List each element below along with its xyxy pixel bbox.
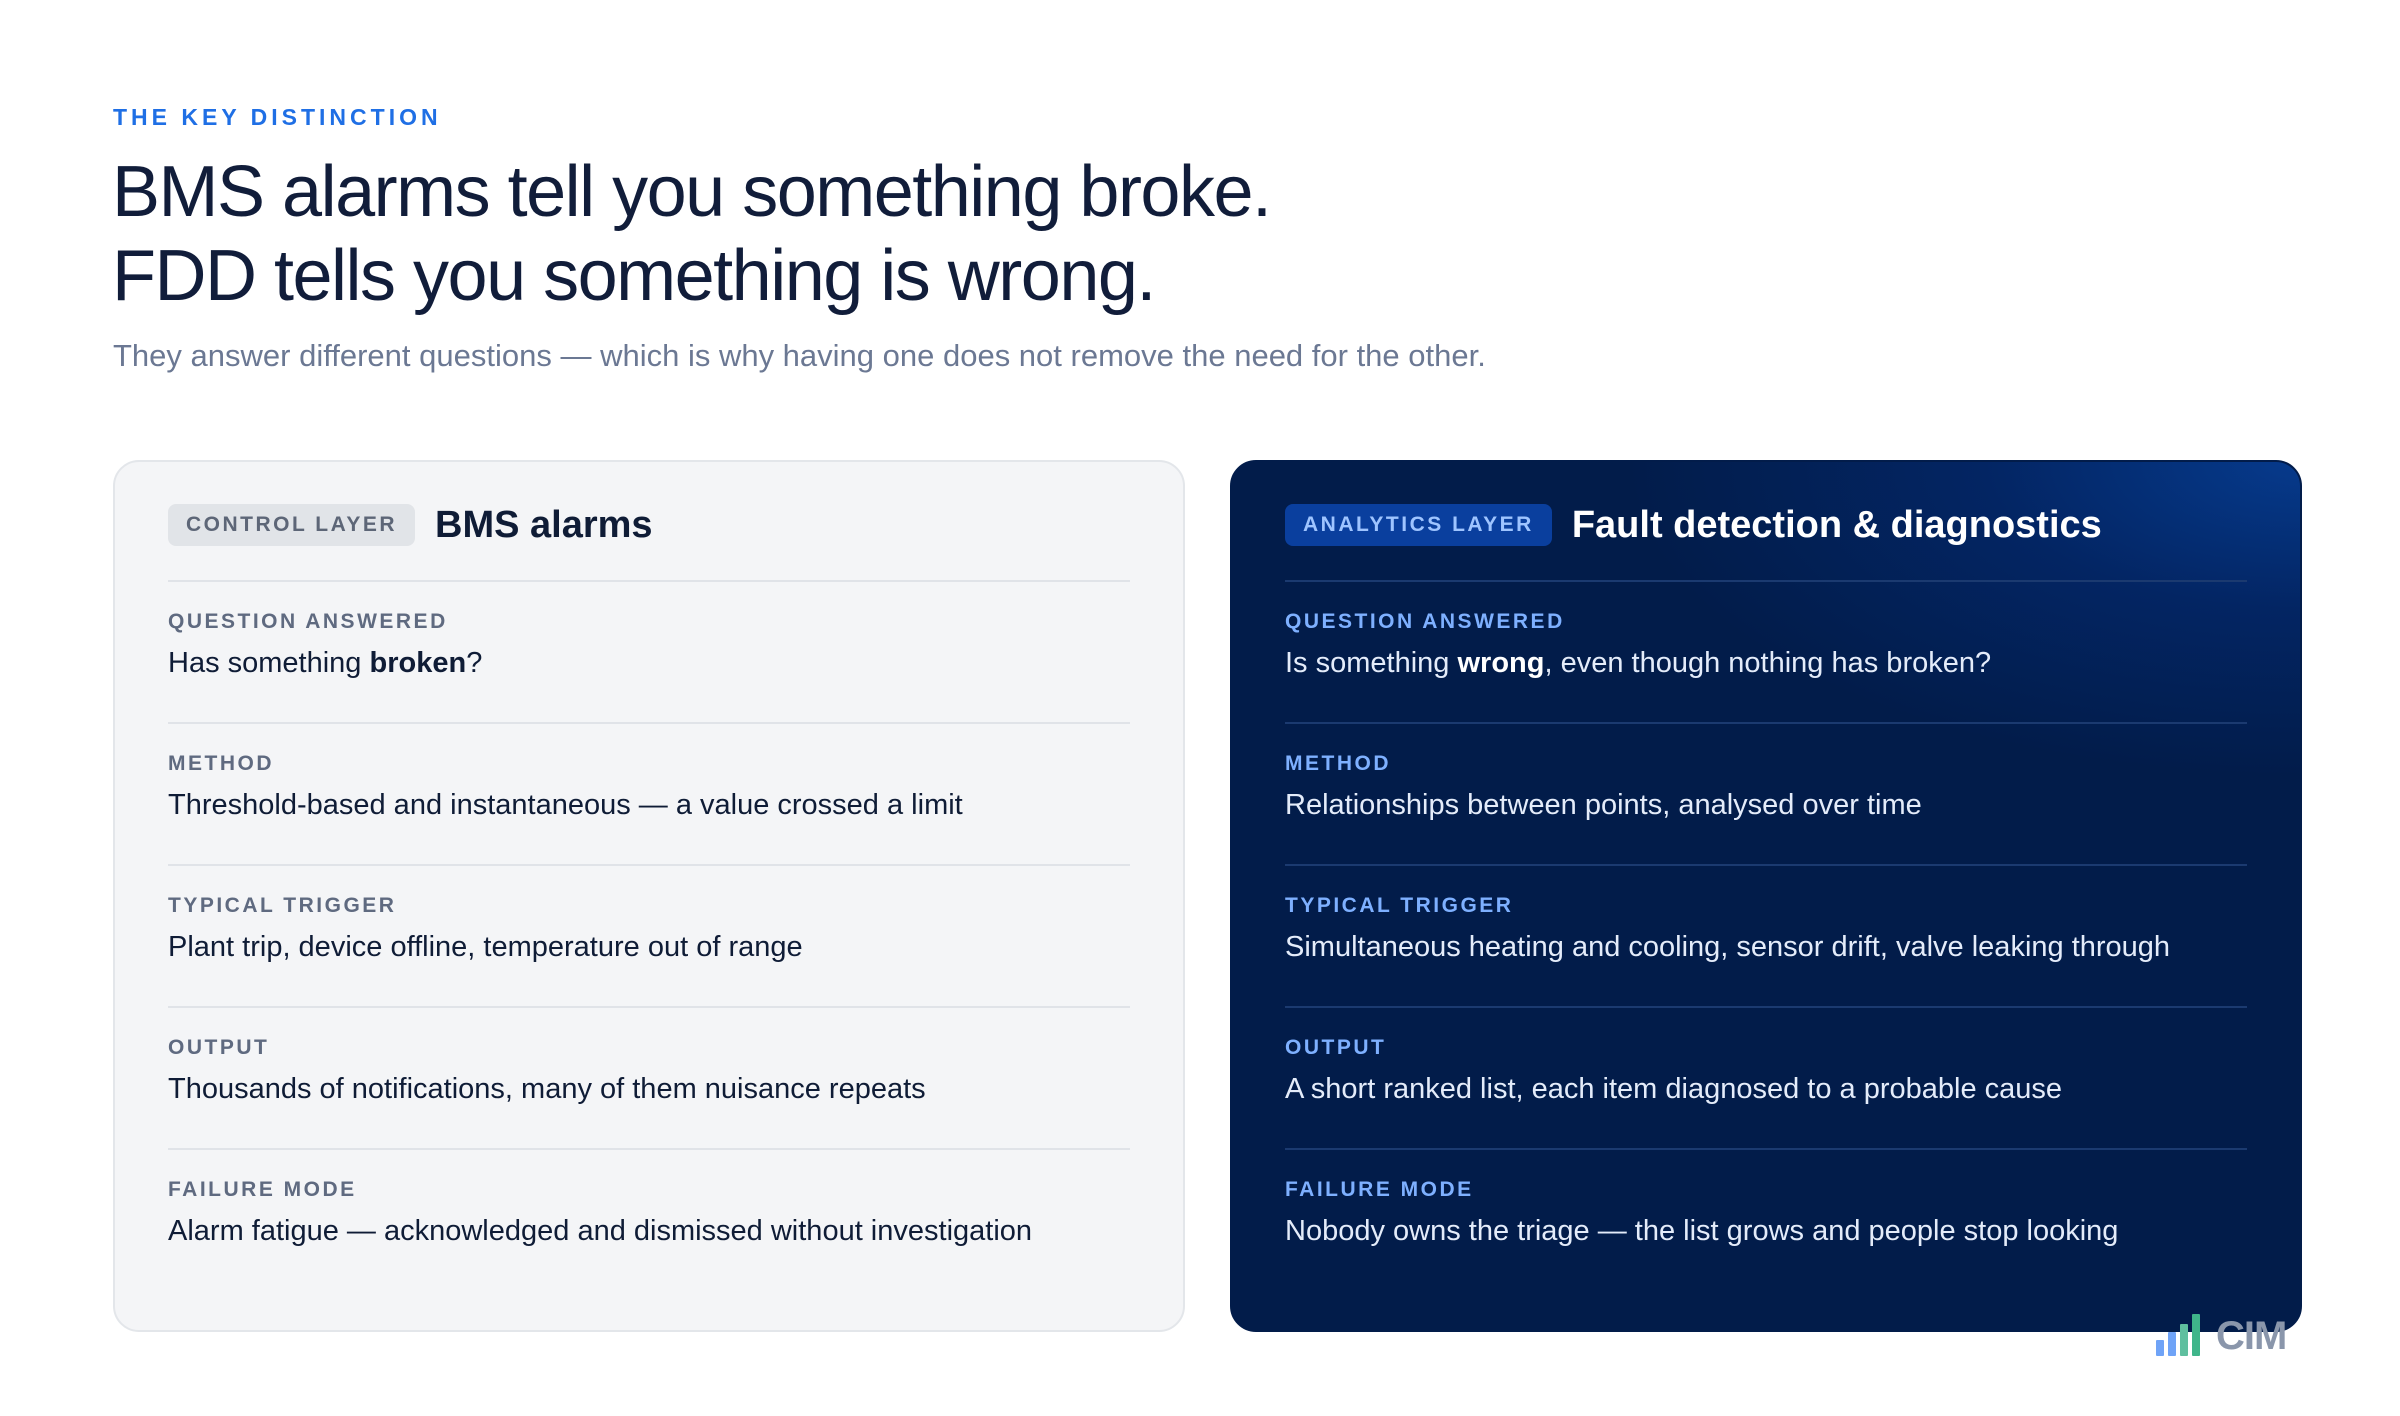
row-failure-mode	[168, 1148, 1130, 1290]
row-output	[168, 1006, 1130, 1148]
row-label: OUTPUT	[168, 1036, 270, 1059]
value-text: ?	[466, 647, 483, 679]
row-label: OUTPUT	[1285, 1036, 1387, 1059]
logo-bar	[2168, 1332, 2176, 1356]
row-output	[1285, 1006, 2247, 1148]
card-header	[1285, 504, 2247, 546]
logo-bar	[2192, 1314, 2200, 1356]
row-typical-trigger	[1285, 864, 2247, 1006]
bar-chart-logo-icon	[2156, 1314, 2204, 1356]
value-emphasis: wrong	[1457, 647, 1545, 679]
row-typical-trigger	[168, 864, 1130, 1006]
row-value: Nobody owns the triage — the list grows and people stop looking	[1285, 1215, 2119, 1247]
row-label: METHOD	[168, 752, 274, 775]
row-value: Relationships between points, analysed over time	[1285, 789, 1922, 821]
row-label: QUESTION ANSWERED	[168, 610, 448, 633]
subtitle: They answer different questions — which is why having one does not remove the need for the other.	[113, 338, 1486, 373]
cim-logo	[2156, 1312, 2286, 1356]
row-value: Plant trip, device offline, temperature out of range	[168, 931, 803, 963]
value-text: Has something	[168, 647, 370, 679]
row-value: Alarm fatigue — acknowledged and dismissed without investigation	[168, 1215, 1033, 1247]
headline-line-2: FDD tells you something is wrong.	[112, 236, 1155, 316]
row-label: TYPICAL TRIGGER	[1285, 894, 1514, 917]
bms-alarms-card	[113, 460, 1185, 1332]
row-method	[1285, 722, 2247, 864]
logo-bar	[2180, 1324, 2188, 1356]
card-header	[168, 504, 1130, 546]
row-failure-mode	[1285, 1148, 2247, 1290]
headline-line-1: BMS alarms tell you something broke.	[112, 152, 1271, 232]
row-value: Thousands of notifications, many of them nuisance repeats	[168, 1073, 926, 1105]
row-label: QUESTION ANSWERED	[1285, 610, 1565, 633]
logo-text: CIM	[2216, 1314, 2287, 1358]
row-label: METHOD	[1285, 752, 1391, 775]
row-value: Simultaneous heating and cooling, sensor drift, valve leaking through	[1285, 931, 2171, 963]
row-method	[168, 722, 1130, 864]
logo-bar	[2156, 1340, 2164, 1356]
row-label: TYPICAL TRIGGER	[168, 894, 397, 917]
headline	[112, 150, 1271, 318]
value-emphasis: broken	[369, 647, 467, 679]
card-title: BMS alarms	[435, 503, 653, 546]
row-value	[1285, 647, 2247, 680]
row-question-answered	[1285, 580, 2247, 722]
row-value	[168, 647, 1130, 680]
row-value: A short ranked list, each item diagnosed to a probable cause	[1285, 1073, 2063, 1105]
row-question-answered	[168, 580, 1130, 722]
fdd-card	[1230, 460, 2302, 1332]
layer-pill: CONTROL LAYER	[168, 504, 415, 546]
value-text: , even though nothing has broken?	[1544, 647, 1992, 679]
row-label: FAILURE MODE	[168, 1178, 357, 1201]
row-label: FAILURE MODE	[1285, 1178, 1474, 1201]
card-title: Fault detection & diagnostics	[1571, 503, 2102, 546]
value-text: Is something	[1285, 647, 1458, 679]
layer-pill: ANALYTICS LAYER	[1285, 504, 1552, 546]
row-value: Threshold-based and instantaneous — a value crossed a limit	[168, 789, 963, 821]
eyebrow: THE KEY DISTINCTION	[113, 104, 442, 130]
